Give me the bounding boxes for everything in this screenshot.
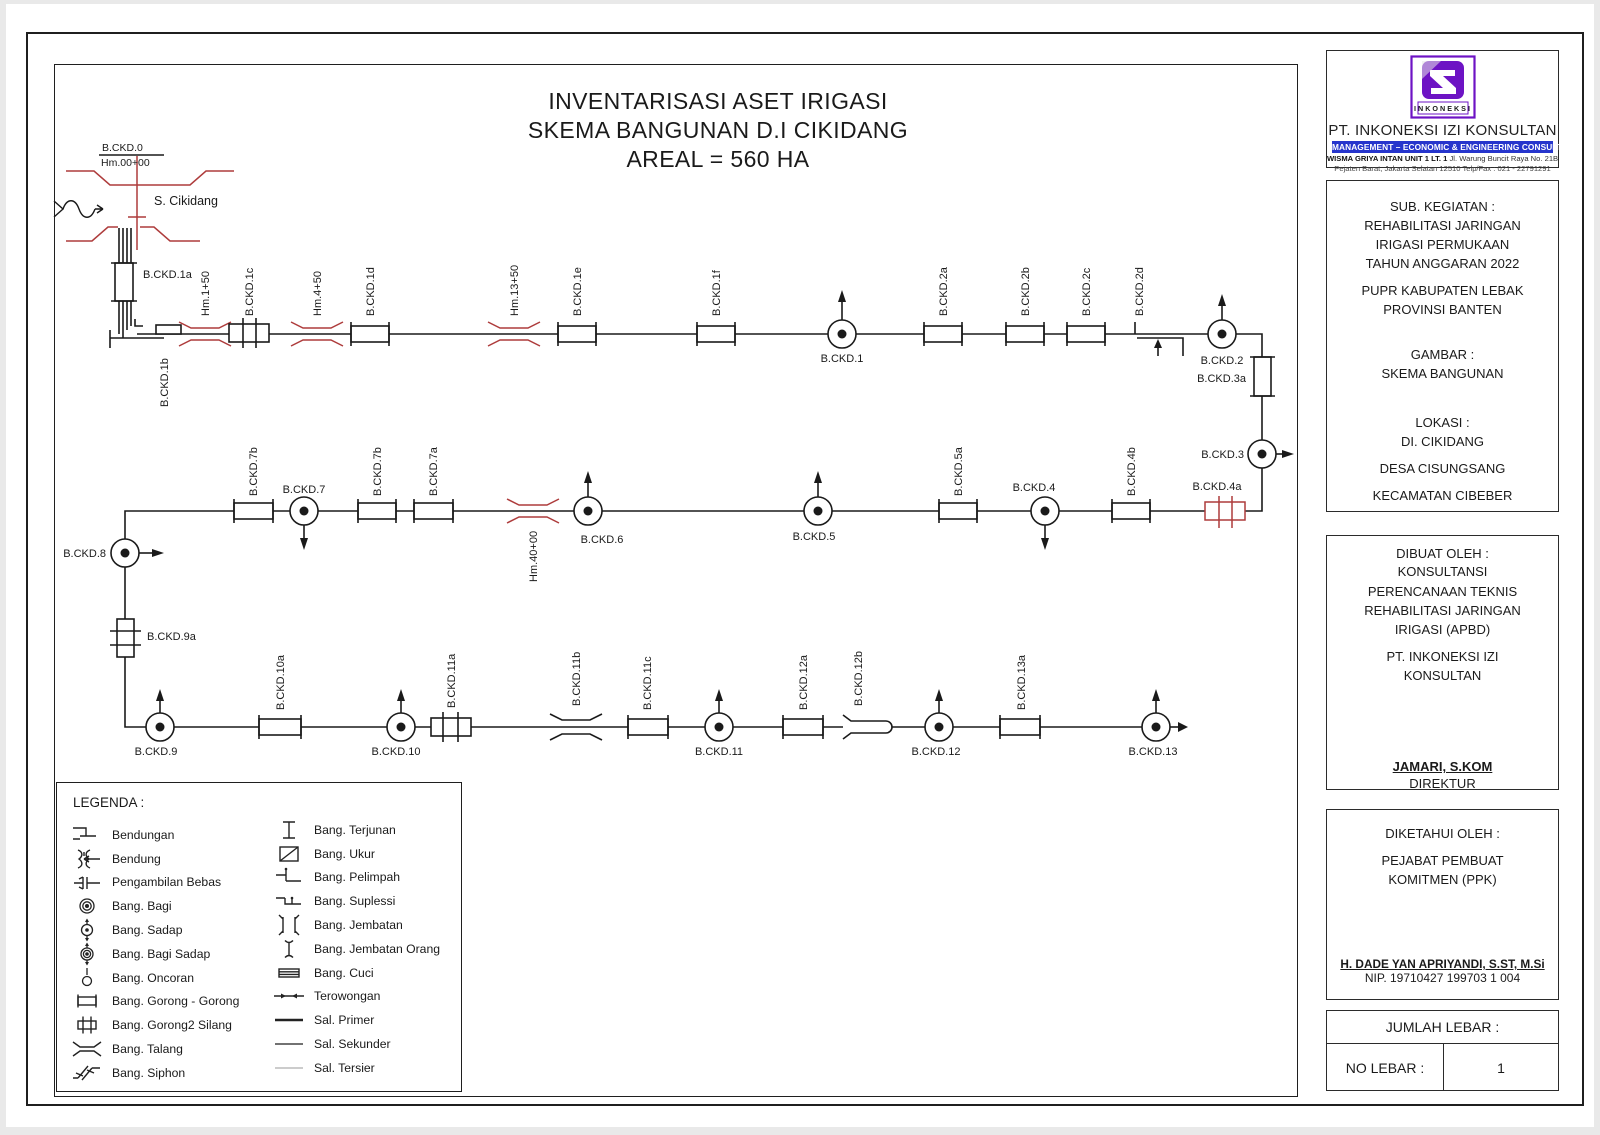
bendung-icon: [69, 847, 105, 871]
known-by-name: H. DADE YAN APRIYANDI, S.ST, M.Si: [1340, 957, 1545, 971]
made-by-header: DIBUAT OLEH :: [1396, 546, 1489, 561]
label-bckd12b: B.CKD.12b: [853, 650, 865, 706]
label-bckd2b: B.CKD.2b: [1020, 267, 1032, 316]
label-bckd2c: B.CKD.2c: [1081, 267, 1093, 316]
structure-bckd1e: [558, 267, 596, 346]
company-logo: [1410, 55, 1476, 119]
structure-bckd4a-gorong2: [1205, 496, 1245, 528]
label-bckd1: B.CKD.1: [820, 353, 864, 365]
bang-pelimpah-icon: [271, 866, 307, 890]
legend-label: Sal. Sekunder: [314, 1037, 391, 1052]
legend-label: Bang. Terjunan: [314, 822, 396, 837]
gambar-header: GAMBAR :: [1410, 347, 1475, 362]
label-bckd7: B.CKD.7: [282, 484, 326, 496]
structure-bckd13a: [1000, 654, 1040, 739]
structure-bckd7b-2: [358, 447, 396, 523]
legend-item: [69, 966, 269, 990]
label-bckd7a: B.CKD.7a: [428, 447, 440, 496]
legend-item: [271, 1032, 459, 1056]
legend-item: [69, 918, 269, 942]
structure-bckd5a: [939, 446, 977, 523]
activity-line: REHABILITASI JARINGAN: [1364, 218, 1521, 233]
legend-label: Bang. Talang: [112, 1042, 183, 1057]
label-bckd4b: B.CKD.4b: [1126, 447, 1138, 496]
lokasi-header: LOKASI :: [1415, 415, 1470, 430]
node-bckd5: [793, 471, 836, 543]
legend-item: [271, 1056, 459, 1080]
legend-item: [69, 942, 269, 966]
node-bckd10: [372, 689, 421, 758]
legend-label: Bang. Bagi: [112, 899, 172, 914]
label-hm1350: Hm.13+50: [509, 264, 521, 316]
made-by-line: PERENCANAAN TEKNIS: [1367, 584, 1518, 599]
label-bckd1b: B.CKD.1b: [159, 358, 171, 407]
legend-item: [69, 894, 269, 918]
company-address-1: [1327, 154, 1558, 163]
legend-column-1: [69, 823, 269, 1085]
label-bckd12a: B.CKD.12a: [798, 654, 810, 710]
label-bckd3a: B.CKD.3a: [1197, 373, 1246, 385]
structure-bckd2b: [1006, 267, 1044, 346]
legend-item: [271, 961, 459, 985]
titleblock-sheet-info: [1326, 1010, 1559, 1091]
legend-item: [69, 990, 269, 1014]
desa-value: DESA CISUNGSANG: [1379, 461, 1506, 476]
legend-label: Terowongan: [314, 989, 381, 1004]
title-line-2: SKEMA BANGUNAN D.I CIKIDANG: [527, 117, 909, 143]
legend-box: [56, 782, 462, 1092]
bendungan-icon: [69, 823, 105, 847]
label-bckd11: B.CKD.11: [694, 746, 744, 758]
structure-bckd12b-siphon: [843, 651, 892, 739]
label-bckd2: B.CKD.2: [1200, 355, 1244, 367]
bang-suplessi-icon: [271, 889, 307, 913]
activity-line: PROVINSI BANTEN: [1383, 302, 1502, 317]
structure-bckd4b: [1112, 447, 1150, 523]
label-bckd11a: B.CKD.11a: [446, 653, 458, 708]
node-bckd9: [135, 689, 178, 758]
label-bckd6: B.CKD.6: [580, 534, 624, 546]
known-by-line: PEJABAT PEMBUAT: [1381, 853, 1504, 868]
node-bckd3: [1201, 440, 1294, 468]
drawing-title: [528, 88, 908, 172]
terowongan-icon: [271, 984, 307, 1008]
legend-label: Bendungan: [112, 827, 175, 842]
known-by-nip: NIP. 19710427 199703 1 004: [1364, 971, 1521, 985]
label-bckd11b: B.CKD.11b: [571, 651, 583, 706]
label-bckd4a: B.CKD.4a: [1192, 481, 1242, 493]
label-bckd7b2: B.CKD.7b: [372, 447, 384, 496]
primary-canal-line: [125, 334, 1262, 732]
structure-bckd2c: [1067, 267, 1105, 346]
jumlah-lebar-label: JUMLAH LEBAR :: [1327, 1011, 1558, 1044]
legend-item: [271, 985, 459, 1009]
legend-item: [271, 842, 459, 866]
made-by-name: JAMARI, S.KOM: [1392, 759, 1493, 774]
bang-ukur-icon: [271, 842, 307, 866]
legend-item: [271, 937, 459, 961]
label-bckd8: B.CKD.8: [63, 548, 106, 560]
node-bckd12: [912, 689, 961, 758]
titleblock-company: [1326, 50, 1579, 173]
legend-label: Sal. Tersier: [314, 1060, 375, 1075]
structure-bckd2d-suplessi: [1134, 267, 1183, 356]
company-address-1-bold: WISMA GRIYA INTAN UNIT 1 LT. 1: [1327, 154, 1448, 163]
label-bckd5a: B.CKD.5a: [953, 447, 965, 496]
river-bank-upper: [66, 171, 234, 185]
legend-column-2: [271, 818, 459, 1080]
node-bckd4: [1013, 482, 1059, 550]
label-hm150: Hm.1+50: [200, 271, 212, 316]
label-hm0000: Hm.00+00: [101, 157, 150, 169]
sal-sekunder-icon: [271, 1032, 307, 1056]
structure-bckd12a: [783, 654, 823, 739]
activity-line: PUPR KABUPATEN LEBAK: [1361, 283, 1524, 298]
no-lebar-label: NO LEBAR :: [1327, 1044, 1444, 1091]
legend-item: [69, 847, 269, 871]
activity-header: SUB. KEGIATAN :: [1390, 199, 1495, 214]
no-lebar-value: 1: [1497, 1059, 1505, 1076]
legend-item: [271, 889, 459, 913]
activity-line: IRIGASI PERMUKAAN: [1375, 237, 1510, 252]
label-bckd4: B.CKD.4: [1012, 482, 1056, 494]
node-bckd6: [574, 471, 623, 546]
kecamatan-value: KECAMATAN CIBEBER: [1372, 488, 1513, 503]
bang-gorong-gorong-icon: [69, 989, 105, 1013]
structure-bckd7b-1: [234, 447, 273, 523]
title-line-1: INVENTARISASI ASET IRIGASI: [548, 88, 888, 114]
known-by-line: KOMITMEN (PPK): [1388, 872, 1497, 887]
made-by-line: REHABILITASI JARINGAN: [1364, 603, 1521, 618]
river-flow-icon: [54, 201, 103, 218]
node-bckd1: [821, 290, 864, 365]
legend-label: Bang. Jembatan Orang: [314, 941, 441, 956]
label-bckd1c: B.CKD.1c: [244, 267, 256, 316]
label-bckd3: B.CKD.3: [1201, 449, 1244, 461]
bang-oncoran-icon: [69, 966, 105, 990]
sheet-number-row: [1327, 1044, 1558, 1091]
known-by-header: DIKETAHUI OLEH :: [1385, 826, 1500, 841]
label-bckd13a: B.CKD.13a: [1016, 654, 1028, 710]
made-by-line: KONSULTANSI: [1397, 564, 1488, 579]
legend-header: LEGENDA :: [73, 795, 145, 810]
legend-label: Bang. Siphon: [112, 1065, 186, 1080]
label-river: S. Cikidang: [154, 194, 218, 208]
label-bckd5: B.CKD.5: [792, 531, 836, 543]
activity-line: TAHUN ANGGARAN 2022: [1365, 256, 1520, 271]
label-bckd12: B.CKD.12: [911, 746, 961, 758]
structure-bckd1d: [351, 267, 389, 346]
gambar-value: SKEMA BANGUNAN: [1381, 366, 1504, 381]
legend-label: Bang. Gorong - Gorong: [112, 994, 240, 1009]
legend-label: Bang. Suplessi: [314, 894, 396, 909]
legend-label: Sal. Primer: [314, 1013, 375, 1028]
lokasi-value: DI. CIKIDANG: [1400, 434, 1485, 449]
node-bckd2: [1201, 294, 1244, 367]
bang-siphon-icon: [69, 1061, 105, 1085]
bang-bagi-icon: [69, 894, 105, 918]
legend-label: Bang. Oncoran: [112, 970, 194, 985]
label-hm450: Hm.4+50: [312, 271, 324, 316]
titleblock-activity: [1326, 180, 1559, 512]
legend-item: [69, 823, 269, 847]
sal-tersier-icon: [271, 1056, 307, 1080]
bang-gorong2-silang-icon: [69, 1013, 105, 1037]
structure-bckd7a: [414, 446, 453, 523]
label-hm4000: Hm.40+00: [528, 530, 540, 582]
legend-item: [271, 913, 459, 937]
legend-item: [69, 1013, 269, 1037]
legend-label: Bendung: [112, 851, 161, 866]
bang-jembatan-icon: [271, 913, 307, 937]
titleblock-known-by: [1326, 809, 1559, 1000]
company-name: PT. INKONEKSI IZI KONSULTAN: [1328, 122, 1557, 139]
label-bckd10a: B.CKD.10a: [275, 654, 287, 710]
sheet-background: [6, 4, 1594, 1127]
titleblock-made-by: [1326, 535, 1559, 790]
made-by-role: DIREKTUR: [1409, 776, 1476, 791]
legend-label: Bang. Sadap: [112, 923, 183, 938]
structure-bckd1f: [697, 269, 735, 346]
legend-item: [271, 1008, 459, 1032]
made-by-line: KONSULTAN: [1403, 668, 1482, 683]
label-bckd2a: B.CKD.2a: [938, 267, 950, 316]
label-bckd11c: B.CKD.11c: [642, 656, 654, 710]
title-line-3: AREAL = 560 HA: [626, 146, 810, 172]
node-bckd11: [695, 689, 743, 758]
structure-bckd11c: [628, 656, 668, 739]
structure-bckd2a: [924, 266, 962, 346]
label-bckd1f: B.CKD.1f: [711, 270, 723, 316]
pengambilan-bebas-icon: [69, 871, 105, 895]
legend-item: [69, 1037, 269, 1061]
legend-label: Bang. Bagi Sadap: [112, 946, 211, 961]
legend-item: [271, 866, 459, 890]
label-bckd9a: B.CKD.9a: [147, 631, 196, 643]
node-bckd13: [1129, 689, 1178, 758]
label-bckd13: B.CKD.13: [1128, 746, 1178, 758]
structure-bckd11a-gorong2: [431, 653, 471, 742]
bang-sadap-icon: [69, 918, 105, 942]
bang-terjunan-icon: [271, 818, 307, 842]
company-address-1-rest: Jl. Warung Buncit Raya No. 21B: [1447, 154, 1559, 163]
legend-label: Pengambilan Bebas: [112, 875, 222, 890]
label-bckd0: B.CKD.0: [102, 142, 143, 154]
structure-bckd1a: [111, 263, 193, 301]
legend-label: Bang. Jembatan: [314, 918, 403, 933]
node-bckd8: [63, 539, 164, 567]
label-bckd2d: B.CKD.2d: [1134, 267, 1146, 316]
legend-item: [271, 818, 459, 842]
made-by-line: IRIGASI (APBD): [1394, 622, 1491, 637]
label-bckd1d: B.CKD.1d: [365, 267, 377, 316]
canal-end-arrow: [1178, 722, 1188, 732]
legend-item: [69, 1061, 269, 1085]
company-tagline: MANAGEMENT – ECONOMIC & ENGINEERING CONSULTANT: [1332, 142, 1579, 152]
label-bckd7b1: B.CKD.7b: [248, 447, 260, 496]
made-by-line: PT. INKONEKSI IZI: [1386, 649, 1499, 664]
bang-cuci-icon: [271, 961, 307, 985]
structure-bckd9a: [110, 619, 197, 657]
structure-bckd10a: [259, 654, 301, 739]
label-bckd1e: B.CKD.1e: [572, 267, 584, 316]
logo-text: INKONEKSI: [1413, 104, 1472, 113]
label-bckd1a: B.CKD.1a: [143, 269, 192, 281]
legend-label: Bang. Ukur: [314, 846, 375, 861]
bang-talang-icon: [69, 1037, 105, 1061]
legend-label: Bang. Pelimpah: [314, 870, 401, 885]
label-bckd9: B.CKD.9: [134, 746, 178, 758]
sal-primer-icon: [271, 1008, 307, 1032]
legend-item: [69, 871, 269, 895]
legend-label: Bang. Gorong2 Silang: [112, 1018, 232, 1033]
legend-label: Bang. Cuci: [314, 965, 374, 980]
company-address-2: Pejaten Barat, Jakarta Selatan 12510 Telp/Fax : 021 - 22791291: [1334, 164, 1551, 173]
node-bckd7: [283, 484, 326, 550]
bang-jembatan-orang-icon: [271, 937, 307, 961]
structure-bckd1c-gorong2: [229, 267, 269, 348]
bang-bagi-sadap-icon: [69, 942, 105, 966]
label-bckd10: B.CKD.10: [371, 746, 421, 758]
river-bank-lower: [66, 227, 200, 241]
